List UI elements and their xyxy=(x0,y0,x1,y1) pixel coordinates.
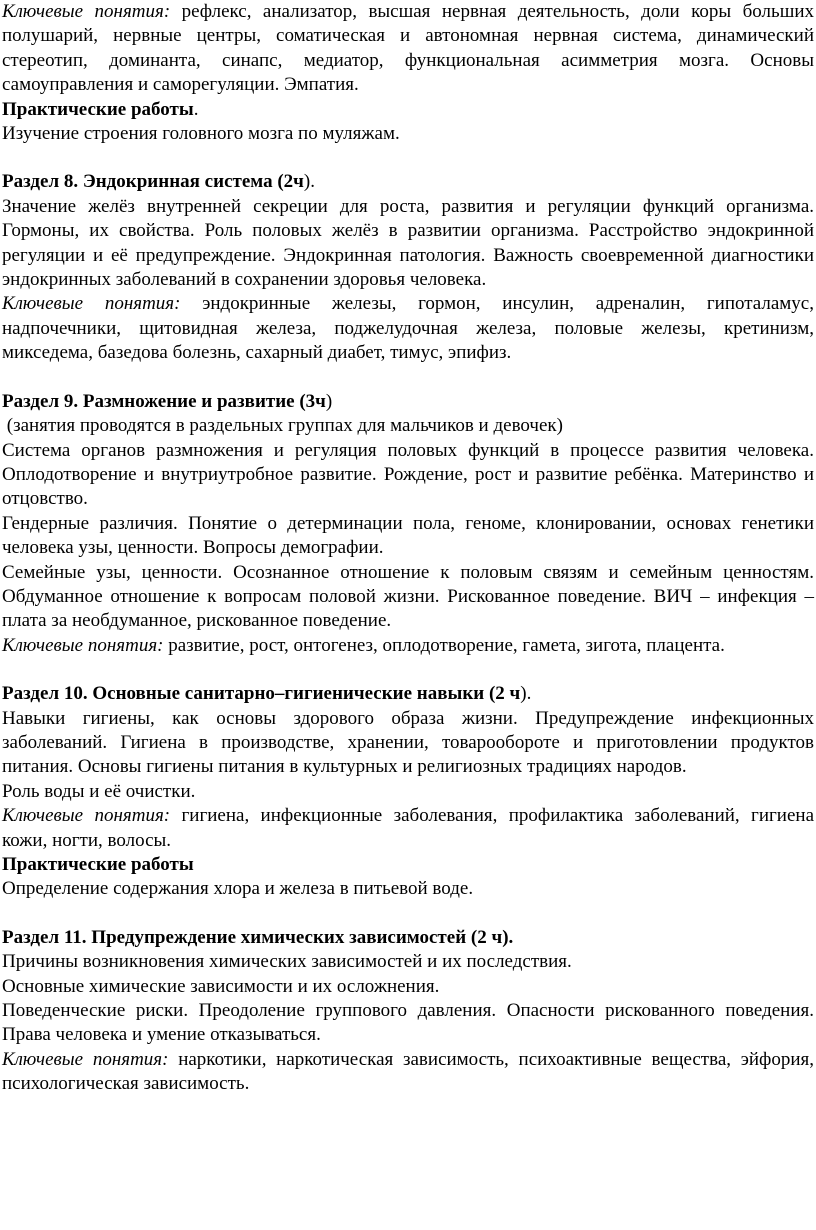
spacer xyxy=(2,146,814,170)
keywords-text: наркотики, наркотическая зависимость, психоактивные вещества, эйфория, психологическая зависимость. xyxy=(2,1048,815,1095)
section10-title: Раздел 10. Основные санитарно–гигиенические навыки (2 ч xyxy=(2,683,521,705)
spacer xyxy=(2,902,814,926)
section11-paragraph-2: Основные химические зависимости и их осложнения. xyxy=(2,975,440,997)
section9-heading xyxy=(2,390,814,414)
keywords-label: Ключевые понятия: xyxy=(2,805,171,827)
section8-text: Значение желёз внутренней секреции для роста, развития и регуляции функций организма. Гормоны, их свойства. Роль половых желёз в развитии организма. Расстройство эндокринной регуляции и её предупреждение. Эндокринная патология. Важность своевременной диагностики эндокринных заболеваний в сохранении здоровья человека. xyxy=(2,195,814,291)
keywords-label: Ключевые понятия: xyxy=(2,634,164,656)
section10-keywords xyxy=(2,804,814,853)
section9-paragraph-1: Система органов размножения и регуляция половых функций в процессе развития человека. Оплодотворение и внутриутробное развитие. Рождение, рост и развитие ребёнка. Материнство и отцовство. xyxy=(2,439,814,510)
section8-keywords xyxy=(2,292,814,365)
keywords-label: Ключевые понятия: xyxy=(2,1048,169,1070)
section9-paragraph-3: Семейные узы, ценности. Осознанное отношение к половым связям и семейным ценностям. Обдуманное отношение к вопросам половой жизни. Рискованное поведение. ВИЧ – инфекция – плата за необдуманное, рискованное поведение. xyxy=(2,561,814,632)
section9-paragraph-2: Гендерные различия. Понятие о детерминации пола, геноме, клонировании, основах генетики человека узы, ценности. Вопросы демографии. xyxy=(2,512,814,559)
section9-keywords xyxy=(2,634,814,658)
practice-text: Изучение строения головного мозга по муляжам. xyxy=(2,123,400,145)
section11-paragraph-3: Поведенческие риски. Преодоление группового давления. Опасности рискованного поведения. Права человека и умение отказываться. xyxy=(2,1000,814,1046)
spacer xyxy=(2,658,814,682)
intro-keywords xyxy=(2,0,814,98)
keywords-text: развитие, рост, онтогенез, оплодотворение, гамета, зигота, плацента. xyxy=(168,634,725,656)
practice-heading xyxy=(2,853,814,877)
section10-paragraph-1: Навыки гигиены, как основы здорового образа жизни. Предупреждение инфекционных заболеваний. Гигиена в производстве, хранении, товарообороте и приготовлении продуктов питания. Основы гигиены питания в культурных и религиозных традициях народов. xyxy=(2,707,814,778)
section8-heading xyxy=(2,170,814,194)
practice-label: Практические работы xyxy=(2,854,194,875)
practice-heading: Практические работы. xyxy=(2,98,199,120)
section11-heading xyxy=(2,926,814,950)
keywords-label: Ключевые понятия: xyxy=(2,293,181,315)
section9-note: (занятия проводятся в раздельных группах для мальчиков и девочек) xyxy=(2,415,563,437)
practice-text: Определение содержания хлора и железа в питьевой воде. xyxy=(2,878,474,900)
section8-title-end: ). xyxy=(303,171,315,193)
section10-paragraph-2: Роль воды и её очистки. xyxy=(2,780,196,802)
keywords-text: гигиена, инфекционные заболевания, профилактика заболеваний, гигиена кожи, ногти, волосы. xyxy=(2,805,814,851)
section11-title: Раздел 11. Предупреждение химических зависимостей (2 ч). xyxy=(2,926,514,948)
section9-title-end: ) xyxy=(325,390,333,412)
spacer xyxy=(2,366,814,390)
section8-title: Раздел 8. Эндокринная система (2ч xyxy=(2,171,304,193)
section11-keywords xyxy=(2,1048,814,1097)
keywords-text: эндокринные железы, гормон, инсулин, адреналин, гипоталамус, надпочечники, щитовидная железа, поджелудочная железа, половые железы, кретинизм, микседема, базедова болезнь, сахарный диабет, тимус, эпифиз. xyxy=(2,293,814,364)
section11-paragraph-1: Причины возникновения химических зависимостей и их последствия. xyxy=(2,951,572,973)
practice-label: Практические работы xyxy=(2,98,194,120)
keywords-text: рефлекс, анализатор, высшая нервная деятельность, доли коры больших полушарий, нервные центры, соматическая и автономная нервная система, динамический стереотип, доминанта, синапс, медиатор, функциональная асимметрия мозга. Основы самоуправления и саморегуляции. Эмпатия. xyxy=(2,1,814,96)
section9-title: Раздел 9. Размножение и развитие (3ч xyxy=(2,390,326,412)
keywords-label: Ключевые понятия: xyxy=(2,1,171,22)
section10-title-end: ). xyxy=(520,683,532,705)
section10-heading xyxy=(2,682,814,706)
